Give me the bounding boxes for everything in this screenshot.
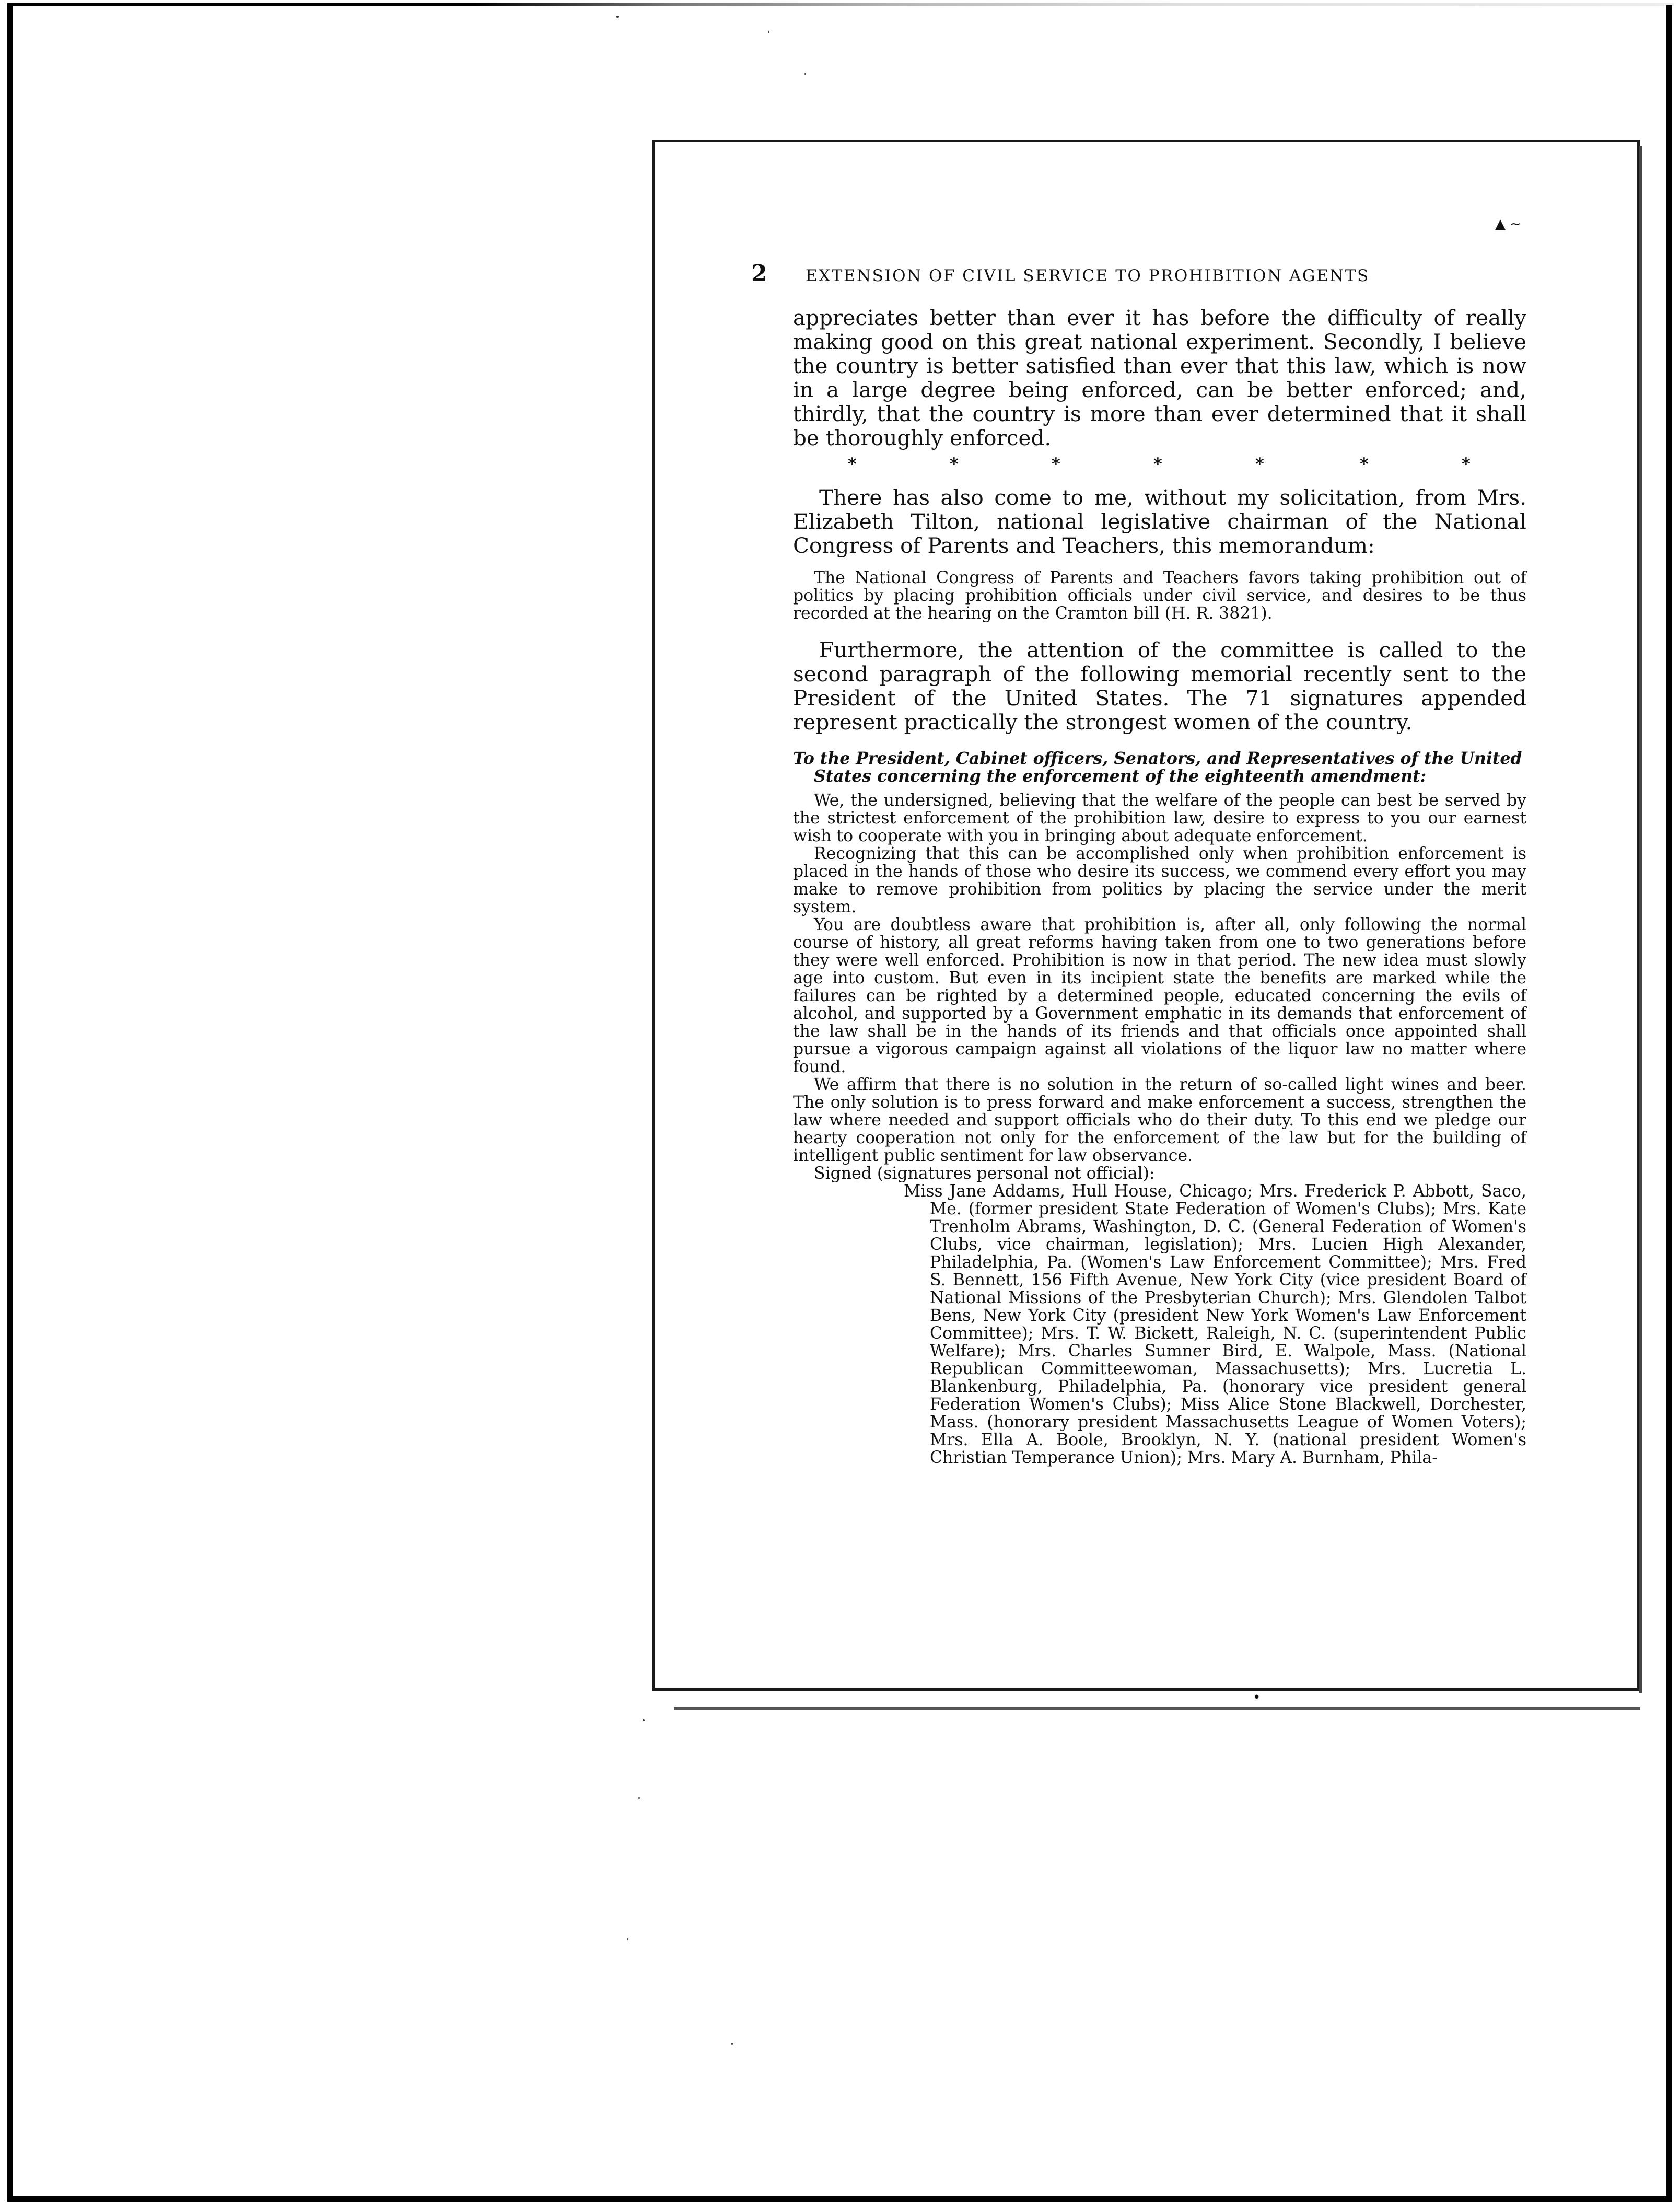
memorial-paragraph-4: We affirm that there is no solution in the return of so-called light wines and beer. The only solution is to press forward and make enforcement a success, strengthen the law where needed and support officials who do their duty. To this end we pledge our hearty cooperation not only for the enforcement of the law but for the building of intelligent public sentiment for law observance. — [793, 1075, 1526, 1165]
scan-speck — [627, 1938, 628, 1940]
paragraph-tilton: There has also come to me, without my solicitation, from Mrs. Elizabeth Tilton, national legislative chairman of the National Congress of Parents and Teachers, this memorandum: — [793, 485, 1526, 558]
memorandum-quote: The National Congress of Parents and Teachers favors taking prohibition out of politics by placing prohibition officials under civil service, and desires to be thus recorded at the hearing on the Cramton bill (H. R. 3821). — [793, 568, 1526, 623]
running-head — [751, 260, 1526, 292]
asterisk: * — [848, 454, 857, 474]
asterisk: * — [1462, 454, 1471, 474]
asterisk: * — [1153, 454, 1162, 474]
memorial-paragraph-1: We, the undersigned, believing that the welfare of the people can best be served by the strictest enforcement of the prohibition law, desire to express to you our earnest wish to cooperate with you in bringing about adequate enforcement. — [793, 791, 1526, 845]
memorial-paragraph-2: Recognizing that this can be accomplished only when prohibition enforcement is placed in the hands of those who desire its success, we commend every effort you may make to remove prohibition from politics by placing the service under the merit system. — [793, 844, 1526, 916]
page-sheet-shadow-bottom — [674, 1707, 1640, 1710]
scan-speck — [638, 1797, 640, 1799]
memorial-heading — [793, 750, 1526, 785]
asterisk: * — [1255, 454, 1264, 474]
page-number: 2 — [751, 260, 767, 287]
scan-speck — [731, 2043, 733, 2045]
body-text — [793, 306, 1526, 1467]
corner-marks: ▲ ~ — [1495, 216, 1522, 232]
scan-speck — [768, 31, 769, 33]
asterisk: * — [950, 454, 959, 474]
asterisk: * — [1052, 454, 1060, 474]
signers-list: Miss Jane Addams, Hull House, Chicago; Mrs. Frederick P. Abbott, Saco, Me. (former president State Federation of Women's Clubs); Mrs. Kate Trenholm Abrams, Washington, D. C. (General Federation of Women's Clubs, vice chairman, legislation); Mrs. Lucien High Alexander, Philadelphia, Pa. (Women's Law Enforcement Committee); Mrs. Fred S. Bennett, 156 Fifth Avenue, New York City (vice president Board of National Missions of the Presbyterian Church); Mrs. Glendolen Talbot Bens, New York City (president New York Women's Law Enforcement Committee); Mrs. T. W. Bickett, Raleigh, N. C. (superintendent Public Welfare); Mrs. Charles Sumner Bird, E. Walpole, Mass. (National Republican Committeewoman, Massachusetts); Mrs. Lucretia L. Blankenburg, Philadelphia, Pa. (honorary vice president general Federation Women's Clubs); Miss Alice Stone Blackwell, Dorchester, Mass. (honorary president Massachusetts League of Women Voters); Mrs. Ella A. Boole, Brooklyn, N. Y. (national president Women's Christian Temperance Union); Mrs. Mary A. Burnham, Phila- — [904, 1182, 1526, 1467]
paragraph-furthermore: Furthermore, the attention of the committee is called to the second paragraph of the following memorial recently sent to the President of the United States. The 71 signatures appended represent practically the strongest women of the country. — [793, 637, 1526, 735]
scan-speck — [616, 16, 619, 18]
page-dot: • — [1253, 1690, 1261, 1705]
asterisk: * — [1360, 454, 1369, 474]
running-head-title: EXTENSION OF CIVIL SERVICE TO PROHIBITION AGENTS — [806, 266, 1370, 285]
memorial-heading-line1: To the President, Cabinet officers, Senators, and Representatives of the United — [793, 749, 1522, 768]
signed-line: Signed (signatures personal not official): — [814, 1164, 1155, 1183]
page-sheet-shadow-right — [1639, 146, 1642, 1693]
scan-speck — [643, 1719, 645, 1721]
paragraph-continued: appreciates better than ever it has before the difficulty of really making good on this great national experiment. Secondly, I believe the country is better satisfied than ever that this law, which is now in a large degree being enforced, can be better enforced; and, thirdly, that the country is more than ever determined that it shall be thoroughly enforced. — [793, 305, 1526, 450]
memorial-paragraph-3: You are doubtless aware that prohibition is, after all, only following the normal course of history, all great reforms having taken from one to two generations before they were well enforced. Prohibition is now in that period. The new idea must slowly age into custom. But even in its incipient state the benefits are marked while the failures can be righted by a determined people, educated concerning the evils of alcohol, and supported by a Government emphatic in its demands that enforcement of the law shall be in the hands of its friends and that officials once appointed shall pursue a vigorous campaign against all violations of the liquor law no matter where found. — [793, 915, 1526, 1076]
memorial-heading-line2: States concerning the enforcement of the eighteenth amendment: — [814, 766, 1427, 786]
scan-speck — [804, 73, 806, 75]
asterisk-separator — [793, 454, 1526, 475]
